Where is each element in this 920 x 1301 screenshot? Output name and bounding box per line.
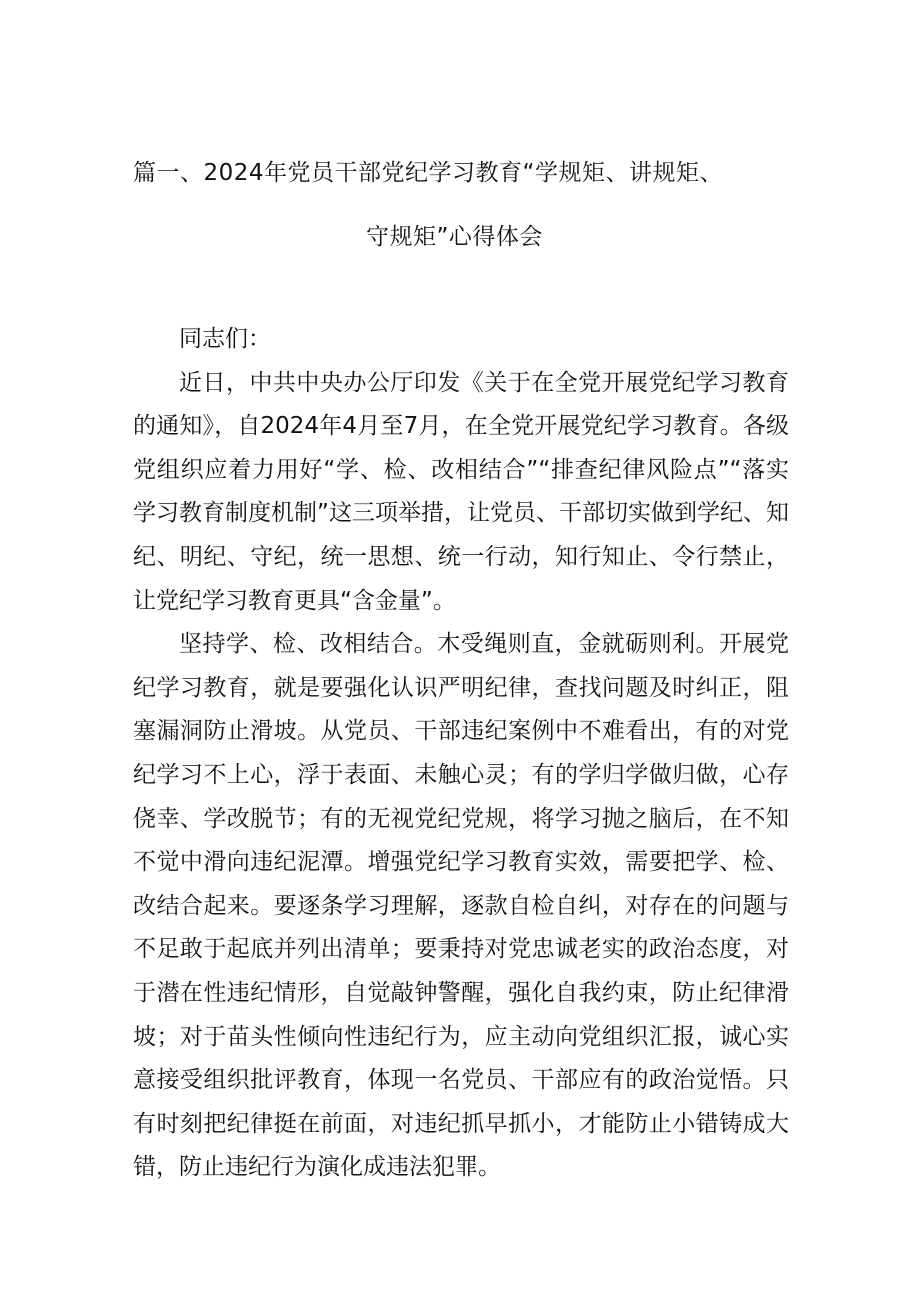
document-title-line-1: 篇一、2024年党员干部党纪学习教育“学规矩、讲规矩、: [133, 160, 723, 186]
paragraph-learn-check-correct: 坚持学、检、改相结合。木受绳则直，金就砺则利。开展党纪学习教育，就是要强化认识严明纪律，查找问题及时纠正，阻塞漏洞防止滑坡。从党员、干部违纪案例中不难看出，有的对党纪学习不上心，浮于表面、未触心灵；有的学归学做归做，心存侥幸、学改脱节；有的无视党纪党规，将学习抛之脑后，在不知不觉中滑向违纪泥潭。增强党纪学习教育实效，需要把学、检、改结合起来。要逐条学习理解，逐款自检自纠，对存在的问题与不足敢于起底并列出清单；要秉持对党忠诚老实的政治态度，对于潜在性违纪情形，自觉敲钟警醒，强化自我约束，防止纪律滑坡；对于苗头性倾向性违纪行为，应主动向党组织汇报，诚心实意接受组织批评教育，体现一名党员、干部应有的政治觉悟。只有时刻把纪律挺在前面，对违纪抓早抓小，才能防止小错铸成大错，防止违纪行为演化成违法犯罪。: [133, 631, 789, 1181]
document-title-line-2: 守规矩”心得体会: [366, 224, 543, 250]
document-body: [133, 318, 789, 1190]
salutation: 同志们：: [179, 326, 271, 352]
paragraph-intro: 近日，中共中央办公厅印发《关于在全党开展党纪学习教育的通知》，自2024年4月至7月，在全党开展党纪学习教育。各级党组织应着力用好“学、检、改相结合”“排查纪律风险点”“落实学习教育制度机制”这三项举措，让党员、干部切实做到学纪、知纪、明纪、守纪，统一思想、统一行动，知行知止、令行禁止，让党纪学习教育更具“含金量”。: [133, 369, 789, 614]
